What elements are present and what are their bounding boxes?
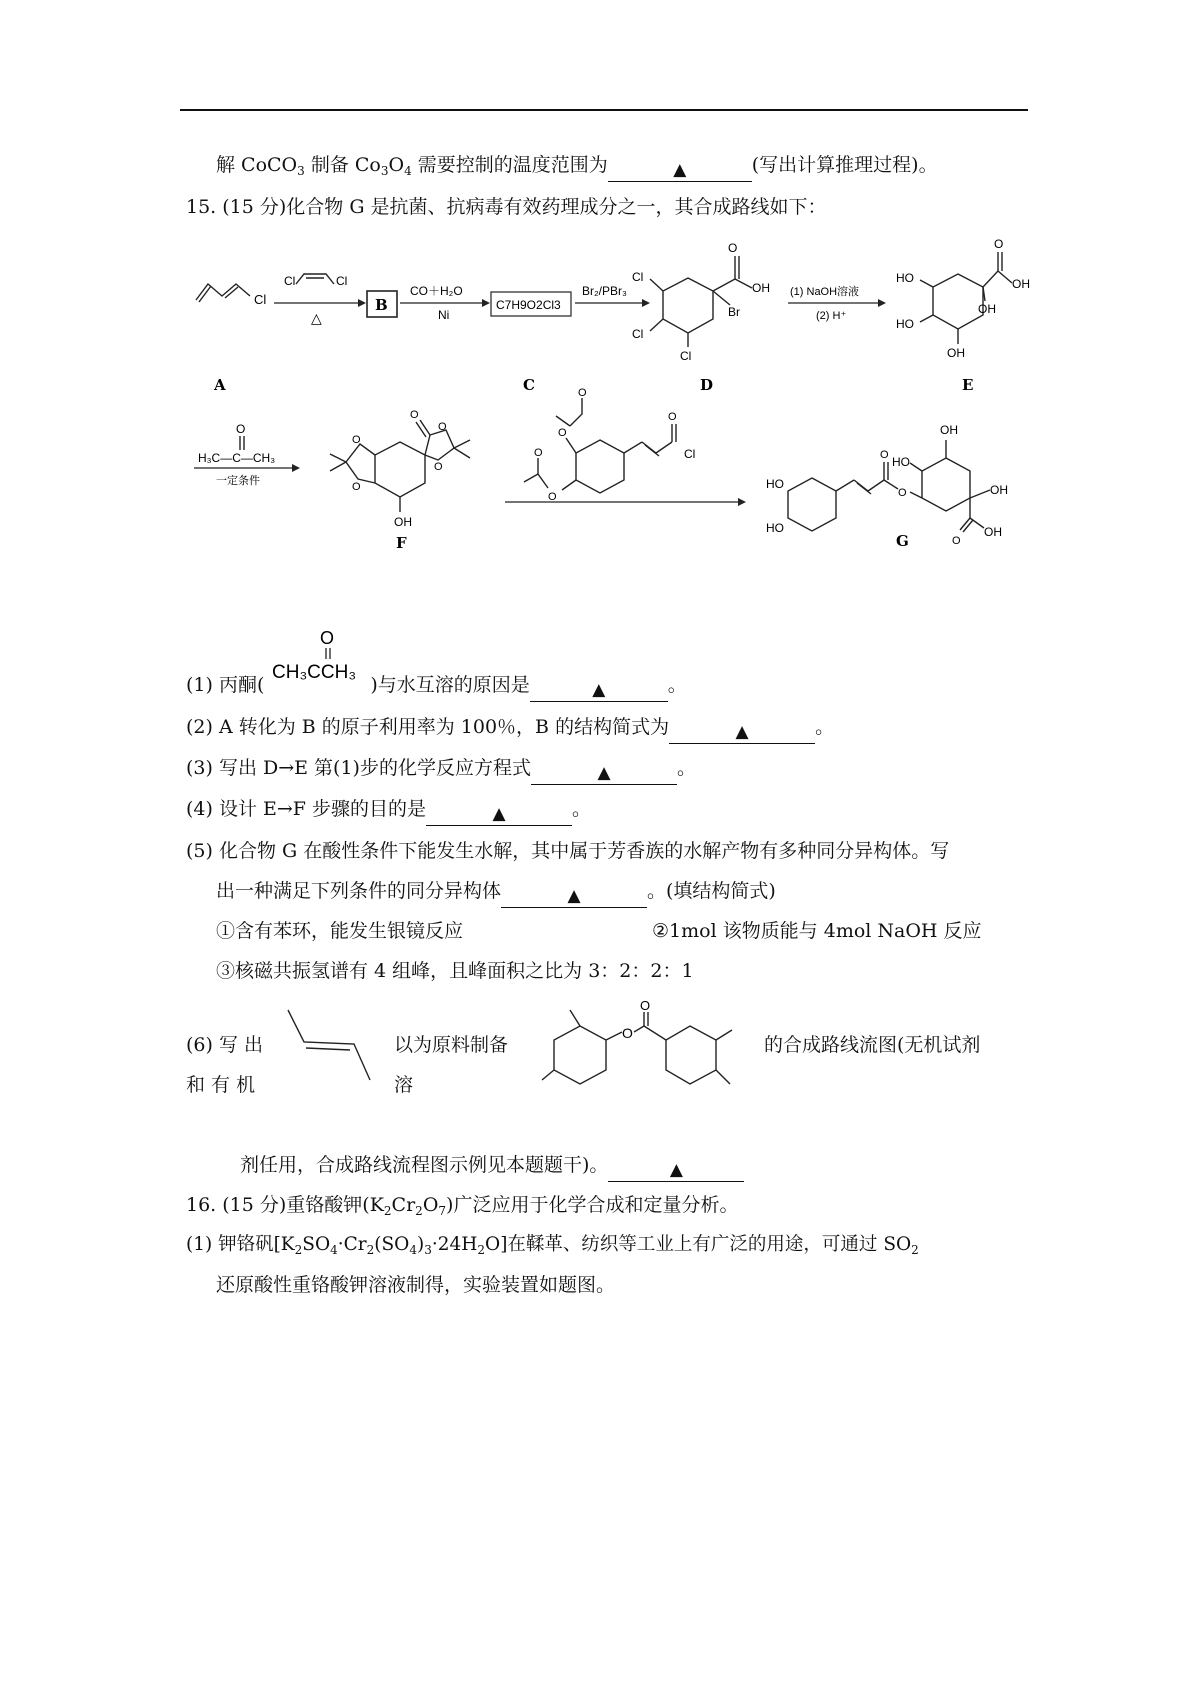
compound-label: C: [523, 376, 535, 394]
arrow-e-f: [194, 422, 300, 487]
q15-part2: [186, 714, 834, 744]
atom-label: O: [728, 241, 738, 255]
subscript: 2: [415, 1204, 423, 1218]
text-segment: 。: [572, 798, 592, 820]
subscript: 2: [911, 1243, 919, 1257]
text-segment: ·Cr: [337, 1234, 367, 1255]
atom-label: Cl: [284, 274, 296, 288]
q16-part1-line2: 还原酸性重铬酸钾溶液制得，实验装置如题图。: [216, 1274, 616, 1296]
text-segment: O: [422, 1194, 439, 1216]
target-ester-structure: [540, 998, 750, 1098]
text-segment: ): [416, 1234, 425, 1255]
atom-label: OH: [752, 281, 770, 295]
q15-part5-line1: (5) 化合物 G 在酸性条件下能发生水解，其中属于芳香族的水解产物有多种同分异构体。写: [186, 840, 950, 862]
text-segment: O: [388, 154, 405, 176]
arrow-c-d: [575, 284, 650, 307]
answer-marker: ▲: [597, 763, 611, 783]
text-segment: 出一种满足下列条件的同分异构体: [216, 880, 502, 902]
compound-label: G: [896, 532, 909, 550]
text-segment: (1) 丙酮(: [186, 674, 265, 696]
text-segment: 16. (15 分)重铬酸钾(K: [186, 1194, 384, 1216]
answer-marker: ▲: [567, 886, 581, 906]
compound-label: D: [700, 376, 714, 394]
subscript: 7: [438, 1204, 447, 1218]
compound-label: A: [214, 376, 226, 394]
atom-label: HO: [896, 271, 914, 285]
subscript: 3: [424, 1243, 432, 1257]
atom-label: O: [578, 387, 587, 399]
answer-marker: ▲: [592, 680, 606, 700]
atom-label: O: [668, 411, 677, 423]
reaction-condition: Ni: [438, 308, 450, 322]
text-segment: (1) 钾铬矾[K: [186, 1234, 295, 1255]
atom-label: O: [434, 461, 443, 473]
answer-blank[interactable]: [426, 802, 572, 826]
subscript: 4: [409, 1243, 417, 1257]
answer-blank[interactable]: [501, 884, 647, 908]
atom-label: O: [534, 447, 543, 459]
compound-a-structure: [196, 284, 266, 307]
text-segment: (4) 设计 E→F 步骤的目的是: [186, 798, 427, 820]
arrow-d-e: [788, 284, 886, 322]
compound-d-structure: [632, 241, 770, 363]
reaction-condition: △: [311, 310, 322, 326]
q16-header: [186, 1192, 738, 1218]
text-segment: 制备 Co: [304, 154, 381, 176]
atom-label: O: [320, 628, 335, 648]
text-segment: (写出计算推理过程)。: [751, 154, 938, 176]
arrow-b-c: [400, 284, 490, 322]
text-segment: 。: [815, 716, 835, 738]
arrow-a-b: [274, 274, 366, 326]
q15-part6-a: (6) 写 出: [186, 1034, 263, 1056]
acetone-formula: CH₃CCH₃: [272, 662, 357, 683]
q16-part1-line1: [186, 1232, 919, 1258]
reaction-condition: (2) H⁺: [816, 310, 847, 322]
reaction-condition: (1) NaOH溶液: [790, 286, 860, 298]
atom-label: Cl: [632, 327, 644, 341]
butene-structure: [280, 1004, 380, 1086]
atom-label: OH: [978, 302, 996, 316]
q15-condition-3: ③核磁共振氢谱有 4 组峰，且峰面积之比为 3：2：2：1: [216, 960, 694, 982]
compound-label: F: [396, 534, 407, 552]
q15-part6-b: 以为原料制备: [394, 1034, 509, 1056]
atom-label: OH: [990, 483, 1008, 497]
reaction-condition: 一定条件: [216, 475, 260, 487]
text-segment: Cr: [391, 1194, 416, 1216]
atom-label: O: [952, 535, 961, 547]
atom-label: O: [898, 487, 907, 499]
q15-part6-d: 和 有 机: [186, 1074, 256, 1096]
answer-marker: ▲: [669, 1160, 683, 1180]
answer-marker: ▲: [735, 722, 749, 742]
atom-label: OH: [1012, 277, 1030, 291]
q15-part5-line2: [216, 878, 776, 908]
subscript: 2: [366, 1243, 375, 1257]
atom-label: O: [352, 434, 361, 446]
text-segment: ·24H: [431, 1234, 478, 1255]
answer-marker: ▲: [492, 804, 506, 824]
answer-marker: ▲: [673, 160, 687, 180]
compound-e-structure: [896, 237, 1030, 360]
q15-part6-c: 的合成路线流图(无机试剂: [764, 1034, 981, 1056]
q15-part6-last: [240, 1152, 744, 1182]
text-segment: 需要控制的温度范围为: [411, 154, 608, 176]
subscript: 3: [380, 164, 389, 178]
atom-label: O: [880, 449, 889, 461]
text-segment: 剂任用，合成路线流程图示例见本题题干)。: [240, 1154, 609, 1176]
atom-label: OH: [940, 423, 958, 437]
subscript: 3: [297, 164, 305, 178]
subscript: 4: [404, 164, 412, 178]
atom-label: OH: [984, 525, 1002, 539]
answer-blank[interactable]: [530, 678, 668, 702]
subscript: 2: [294, 1243, 303, 1257]
atom-label: HO: [766, 521, 784, 535]
atom-label: O: [352, 481, 361, 493]
answer-blank[interactable]: [669, 720, 815, 744]
atom-label: O: [410, 409, 419, 421]
atom-label: Cl: [632, 270, 644, 284]
compound-c-formula: C7H9O2Cl3: [496, 298, 561, 312]
compound-g-structure: [766, 423, 1008, 547]
atom-label: OH: [394, 515, 412, 529]
atom-label: Cl: [336, 274, 348, 288]
answer-blank[interactable]: [531, 761, 677, 785]
reaction-condition: Br₂/PBr₃: [582, 284, 627, 298]
atom-label: Br: [728, 305, 740, 319]
text-segment: 。: [667, 674, 687, 696]
text-segment: )与水互溶的原因是: [370, 674, 530, 696]
subscript: 2: [383, 1204, 392, 1218]
atom-label: O: [236, 422, 246, 436]
answer-blank[interactable]: [608, 1158, 744, 1182]
q15-part3: [186, 755, 696, 785]
synthesis-scheme: [0, 0, 1200, 600]
text-segment: 。: [676, 757, 696, 779]
q15-condition-1: ①含有苯环，能发生银镜反应: [216, 920, 464, 942]
atom-label: O: [548, 491, 557, 503]
atom-label: O: [994, 237, 1004, 251]
text-segment: (3) 写出 D→E 第(1)步的化学反应方程式: [186, 757, 531, 779]
atom-label: O: [558, 427, 567, 439]
compound-label: E: [962, 376, 974, 394]
atom-label: HO: [766, 477, 784, 491]
text-segment: )广泛应用于化学合成和定量分析。: [446, 1194, 739, 1216]
text-segment: O]在鞣革、纺织等工业上有广泛的用途，可通过 SO: [485, 1234, 912, 1255]
atom-label: O: [640, 998, 651, 1013]
atom-label: HO: [892, 455, 910, 469]
text-segment: (2) A 转化为 B 的原子利用率为 100％，B 的结构简式为: [186, 716, 670, 738]
reaction-condition: CO＋H₂O: [410, 284, 463, 298]
arrow-f-g: [505, 387, 746, 506]
atom-label: OH: [947, 346, 965, 360]
atom-label: Cl: [684, 447, 696, 461]
q15-part4: [186, 796, 591, 826]
atom-label: HO: [896, 317, 914, 331]
q15-header: 15. (15 分)化合物 G 是抗菌、抗病毒有效药理成分之一，其合成路线如下：: [186, 196, 827, 218]
atom-label: Cl: [254, 292, 267, 307]
q15-part6-e: 溶: [394, 1074, 414, 1096]
compound-b-label: B: [375, 296, 388, 314]
text-segment: 解 CoCO: [216, 154, 298, 176]
subscript: 4: [330, 1243, 338, 1257]
atom-label: Cl: [680, 349, 692, 363]
text-segment: 。(填结构简式): [647, 880, 776, 902]
reagent-acetone: H₃C—C—CH₃: [198, 451, 276, 465]
text-segment: (SO: [374, 1234, 410, 1255]
q15-condition-2: ②1mol 该物质能与 4mol NaOH 反应: [652, 920, 982, 942]
compound-f-structure: [330, 409, 470, 529]
q15-part1: [186, 672, 687, 702]
atom-label: O: [438, 421, 447, 433]
subscript: 2: [477, 1243, 486, 1257]
atom-label: O: [622, 1025, 633, 1041]
text-segment: SO: [302, 1234, 331, 1255]
